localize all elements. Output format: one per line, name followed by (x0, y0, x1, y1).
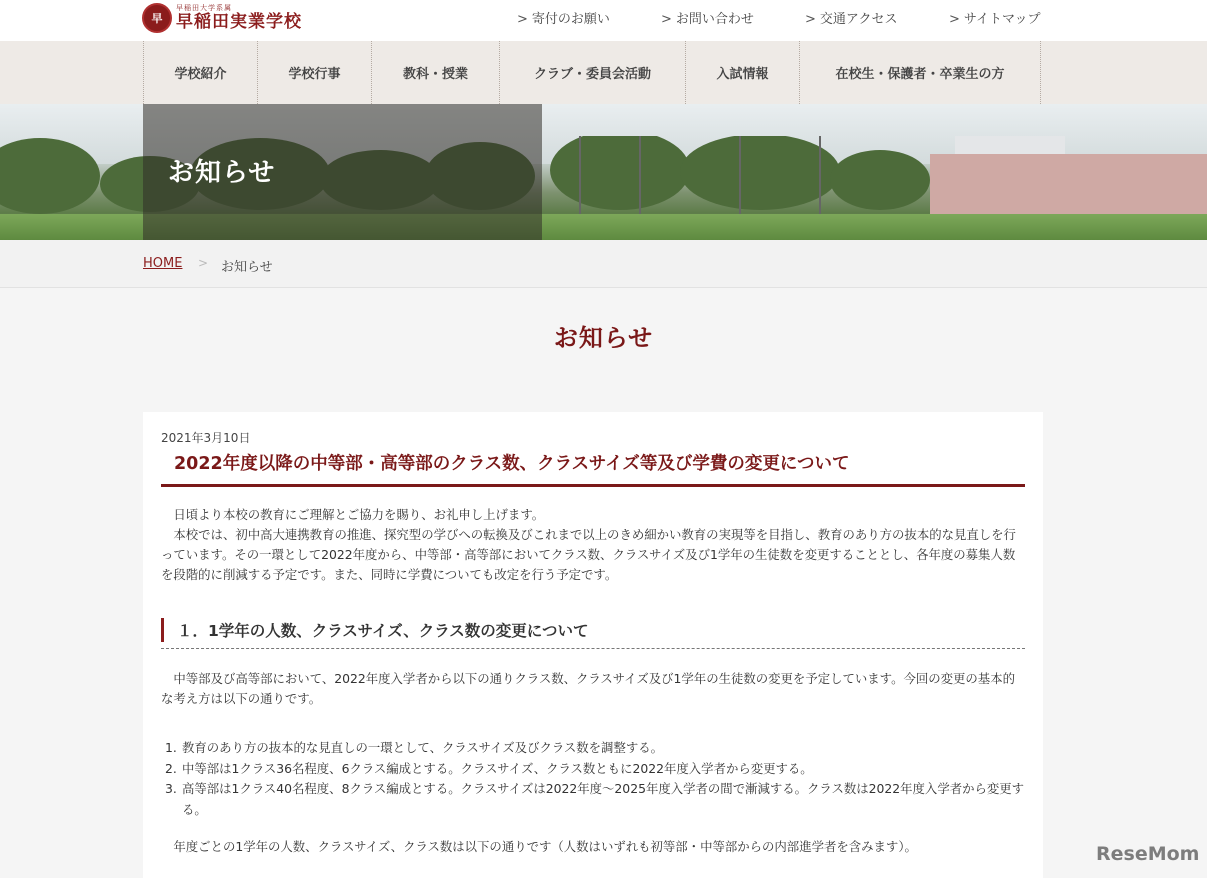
list-item (161, 738, 1027, 759)
access-link[interactable] (805, 8, 898, 27)
section-marker (161, 618, 164, 642)
resemom-watermark: ReseMom (1096, 843, 1200, 865)
school-emblem-icon: 早 (142, 3, 172, 33)
chevron-right-icon: > (949, 12, 960, 27)
hero-title: お知らせ (168, 158, 276, 188)
section-paragraph: 中等部及び高等部において、2022年度入学者から以下の通りクラス数、クラスサイズ及び1学年の生徒数の変更を予定しています。今回の変更の基本的な考え方は以下の通りです。 (161, 671, 1015, 706)
closing-paragraph: 年度ごとの1学年の人数、クラスサイズ、クラス数は以下の通りです（人数はいずれも初等部・中等部からの内部進学者を含みます）。 (161, 839, 917, 854)
nav-students-parents[interactable]: 在校生・保護者・卒業生の方 (799, 41, 1041, 104)
list-item-text: 高等部は1クラス40名程度、8クラス編成とする。クラスサイズは2022年度～2025年度入学者の間で漸減する。クラス数は2022年度入学者から変更する。 (182, 781, 1025, 817)
nav-events[interactable]: 学校行事 (257, 41, 371, 104)
school-logo[interactable] (142, 2, 302, 34)
intro-paragraph: 日頃より本校の教育にご理解とご協力を賜り、お礼申し上げます。 本校では、初中高大連携教育の推進、探究型の学びへの転換及びこれまで以上のきめ細かい教育の実現等を目指し、教育のあり方の抜本的な見直しを行っています。その一環として2022年度から、中等部・高等部においてクラス数、クラスサイズ及び1学年の生徒数を変更することとし、各年度の募集人数を段階的に削減する予定です。また、同時に学費についても改定を行う予定です。 (161, 507, 1016, 582)
sitemap-link[interactable] (949, 8, 1040, 27)
list-item-number: 2. (165, 760, 177, 776)
page-title: お知らせ (553, 324, 654, 352)
title-underline (161, 484, 1025, 487)
donation-link[interactable] (517, 8, 610, 27)
chevron-right-icon: > (517, 12, 528, 27)
breadcrumb (0, 240, 1207, 288)
list-item-number: 1. (165, 740, 177, 755)
logo-subtitle: 早稲田大学系属 (176, 4, 232, 12)
post-title: 2022年度以降の中等部・高等部のクラス数、クラスサイズ等及び学費の変更について (174, 454, 850, 474)
breadcrumb-current: お知らせ (221, 260, 273, 275)
section-title: １．1学年の人数、クラスサイズ、クラス数の変更について (177, 622, 589, 640)
post-date: 2021年3月10日 (161, 431, 251, 445)
policy-list (161, 738, 1027, 820)
list-item (161, 779, 1027, 820)
breadcrumb-home-link[interactable]: HOME (143, 256, 183, 271)
news-article-card (143, 412, 1043, 878)
top-bar (0, 0, 1207, 41)
nav-about[interactable]: 学校紹介 (143, 41, 257, 104)
list-item (161, 759, 1027, 780)
breadcrumb-separator: > (198, 256, 209, 270)
logo-text (176, 5, 302, 31)
contact-link-label: お問い合わせ (675, 12, 754, 27)
access-link-label: 交通アクセス (819, 12, 898, 27)
contact-link[interactable] (661, 8, 754, 27)
nav-admissions[interactable]: 入試情報 (685, 41, 799, 104)
section-divider (161, 648, 1025, 649)
list-item-number: 3. (165, 781, 177, 796)
hero-banner (0, 104, 1207, 240)
list-item-text: 教育のあり方の抜本的な見直しの一環として、クラスサイズ及びクラス数を調整する。 (182, 740, 664, 755)
main-navigation (0, 41, 1207, 104)
logo-title: 早稲田実業学校 (176, 12, 302, 32)
nav-subjects[interactable]: 教科・授業 (371, 41, 499, 104)
nav-clubs[interactable]: クラブ・委員会活動 (499, 41, 685, 104)
chevron-right-icon: > (661, 12, 672, 27)
sitemap-link-label: サイトマップ (963, 12, 1041, 27)
donation-link-label: 寄付のお願い (531, 12, 610, 27)
list-item-text: 中等部は1クラス36名程度、6クラス編成とする。クラスサイズ、クラス数ともに2022年度入学者から変更する。 (182, 760, 813, 776)
chevron-right-icon: > (805, 12, 816, 27)
